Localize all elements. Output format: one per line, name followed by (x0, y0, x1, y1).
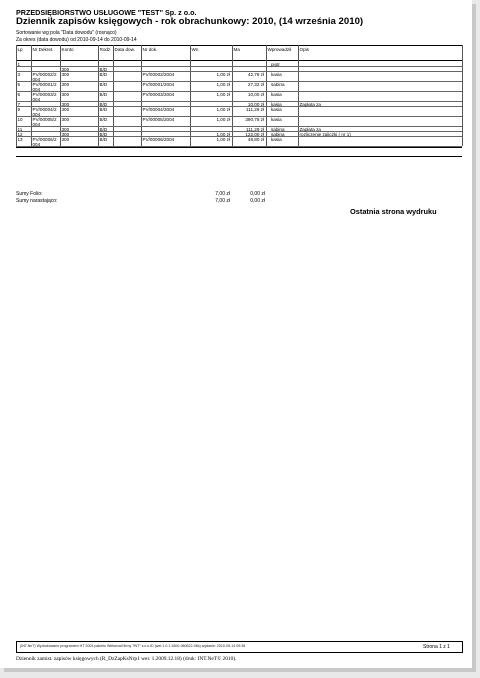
column-divider (462, 45, 463, 146)
cell-rodz: B/D (99, 116, 108, 122)
range-note: Za okres (data dowodu) od 2010-09-14 do 2010-09-14 (16, 37, 137, 43)
cell-konto: 300 (61, 116, 70, 122)
cell-ma: 27,32 zł (247, 81, 264, 87)
cell-nr-dekret: PV/00006/2 (32, 136, 57, 142)
cell-konto: 300 (61, 81, 70, 87)
sum-folio-ma: 0,00 zł (250, 191, 265, 197)
cell-rodz: B/D (99, 91, 108, 97)
cell-nr-dekret: PV/00001/2 (32, 81, 57, 87)
column-header: Ma (233, 47, 240, 52)
cell-lp: 5 (17, 81, 21, 87)
page-shadow-right (472, 4, 476, 672)
cell-rodz: B/D (99, 136, 108, 142)
cell-wn: 1,00 zł (216, 91, 230, 97)
cell-wn: 1,00 zł (216, 131, 230, 137)
cell-wpr: kasia (271, 136, 282, 142)
column-header: Opis (299, 47, 309, 52)
cell-dok: PV/00006/2004 (142, 136, 175, 142)
cell-nr-dekret: 004 (32, 141, 41, 147)
row-divider (16, 66, 462, 67)
cell-lp: 9 (17, 106, 21, 112)
sum-cum-label: Sumy narastająco: (16, 198, 58, 204)
cell-opis: Zapłata za (299, 101, 321, 107)
column-header: Nr Dekret. (32, 47, 54, 52)
cell-wpr: kasia (271, 101, 282, 107)
cell-wpr: kasia (271, 91, 282, 97)
page-shadow-bottom (4, 668, 476, 672)
cell-ma: 48,80 zł (247, 136, 264, 142)
cell-ma: 122,00 zł (245, 131, 264, 137)
table-top-rule (16, 45, 462, 46)
cell-lp: 13 (17, 136, 23, 142)
cell-rodz: B/D (99, 101, 108, 107)
sum-cum-ma: 0,00 zł (250, 198, 265, 204)
cell-rodz: B/D (99, 106, 108, 112)
column-header: Wn (191, 47, 199, 52)
last-page-note: Ostatnia strona wydruku (350, 207, 437, 216)
cell-lp: 12 (17, 131, 23, 137)
column-header: Data dow. (114, 47, 135, 52)
footer-program-info: (INT.NeT) Wydrukowano programem HT 2003 pakietu Wetsecall firmy "INT" s.c.s.ID (wer.1.0.1.1600-080622-08s) wydanie: 2010-09-14 09:38 (20, 644, 246, 648)
column-header: Rodz (99, 47, 111, 52)
cell-nr-dekret: 004 (32, 111, 41, 117)
sum-cum-wn: 7,00 zł (215, 198, 230, 204)
cell-wpr: kasia (271, 71, 282, 77)
cell-nr-dekret: PV/00002/2 (32, 71, 57, 77)
cell-dok: PV/00005/2004 (142, 116, 175, 122)
cell-nr-dekret: PV/00005/2 (32, 116, 57, 122)
cell-konto: 300 (61, 136, 70, 142)
cell-lp: 1 (17, 61, 21, 67)
cell-lp: 3 (17, 71, 21, 77)
cell-nr-dekret: PV/00003/2 (32, 91, 57, 97)
cell-nr-dekret: 004 (32, 76, 41, 82)
cell-wn: 1,00 zł (216, 136, 230, 142)
cell-opis: rozliczenie zaliczki ( nr 1) (299, 131, 351, 137)
cell-rodz: B/D (99, 81, 108, 87)
cell-rodz: B/D (99, 71, 108, 77)
column-header: Lp (17, 47, 23, 52)
cell-dok: PV/00003/2004 (142, 91, 175, 97)
sum-folio-wn: 7,00 zł (215, 191, 230, 197)
cell-dok: PV/00004/2004 (142, 106, 175, 112)
cell-lp: 11 (17, 126, 23, 132)
cell-nr-dekret: 004 (32, 96, 41, 102)
cell-wn: 1,00 zł (216, 81, 230, 87)
cell-konto: 300 (61, 66, 70, 72)
cell-konto: 300 (61, 126, 70, 132)
cell-dok: PV/00001/2004 (142, 81, 175, 87)
cell-ma: 10,00 zł (247, 91, 264, 97)
cell-lp: 7 (17, 101, 21, 107)
company-name: PRZEDSIĘBIORSTWO USŁUGOWE "TEST" Sp. z o.o. (16, 8, 197, 17)
cell-konto: 300 (61, 101, 70, 107)
cell-konto: 300 (61, 91, 70, 97)
header-bottom-rule (16, 60, 462, 61)
cell-wpr: sabina (271, 81, 285, 87)
cell-ma: 10,00 zł (247, 101, 264, 107)
cell-konto: 300 (61, 106, 70, 112)
page-number: Strona 1 z 1 (423, 644, 450, 650)
cell-konto: 300 (61, 71, 70, 77)
cell-opis: Zapłata za (299, 126, 321, 132)
cell-ma: 42,78 zł (247, 71, 264, 77)
cell-wn: 1,00 zł (216, 116, 230, 122)
cell-ma: 111,26 zł (246, 106, 264, 112)
cell-wpr: piotr (271, 61, 280, 67)
cell-dok: PV/00002/2004 (142, 71, 175, 77)
cell-wpr: sabina (271, 131, 285, 137)
column-header: Wprowadził (267, 47, 292, 52)
table-bottom-rule (16, 147, 462, 148)
cell-wn: 1,00 zł (216, 106, 230, 112)
sum-folio-label: Sumy Folio: (16, 191, 43, 197)
column-header: Konto (61, 47, 74, 52)
cell-rodz: B/D (99, 126, 108, 132)
cell-ma: 390,78 zł (245, 116, 264, 122)
cell-rodz: B/D (99, 131, 108, 137)
document-caption: Dziennik zamist. zapisów księgowych (R_DzZapKsNrp1 wer. 1.2009.12.18) (druk: INT.NeT© 2010). (16, 656, 237, 662)
cell-nr-dekret: 004 (32, 121, 41, 127)
cell-wn: 1,00 zł (216, 71, 230, 77)
cell-rodz: B/D (99, 66, 108, 72)
table-end-rule (16, 156, 462, 157)
cell-lp: 6 (17, 91, 21, 97)
column-header: Nr dok. (142, 47, 158, 52)
cell-nr-dekret: PV/00004/2 (32, 106, 57, 112)
cell-lp: 10 (17, 116, 23, 122)
cell-wpr: kasia (271, 116, 282, 122)
cell-konto: 300 (61, 131, 70, 137)
cell-wpr: sabina (271, 126, 285, 132)
report-title: Dziennik zapisów księgowych - rok obrachunkowy: 2010, (14 września 2010) (16, 16, 364, 27)
cell-nr-dekret: 004 (32, 86, 41, 92)
cell-wpr: kasia (271, 106, 282, 112)
cell-ma: 111,29 zł (246, 126, 264, 132)
sort-note: Sortowanie wg pola "Data dowodu" (rosnąco) (16, 30, 117, 36)
